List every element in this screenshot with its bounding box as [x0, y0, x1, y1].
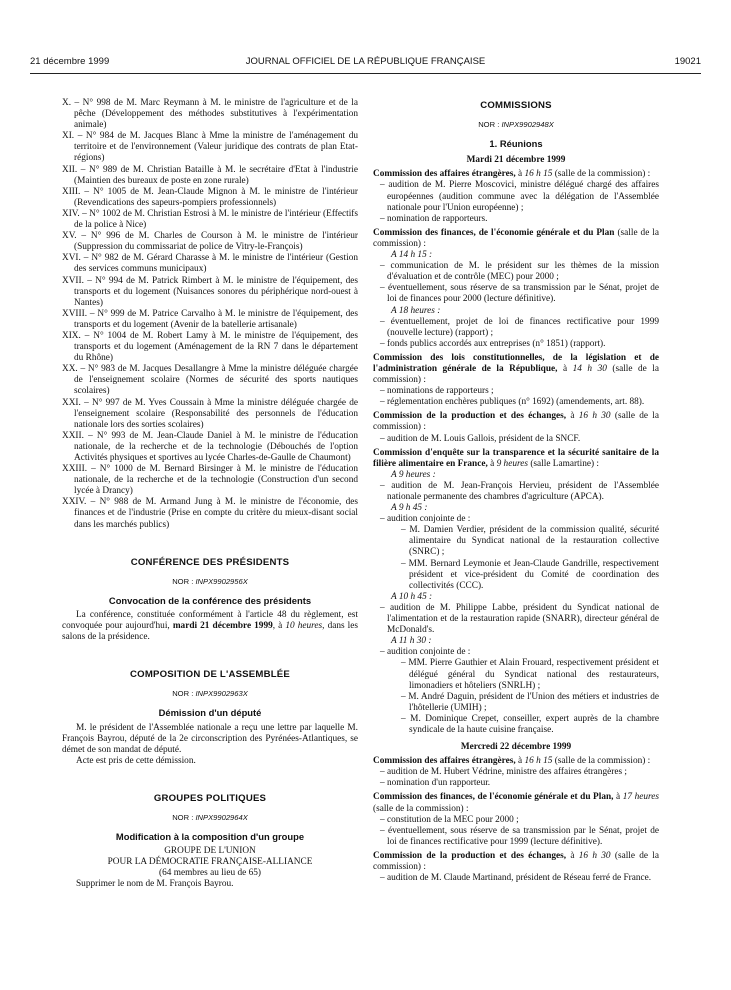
question-list	[62, 98, 358, 531]
nor-label: NOR :	[172, 576, 194, 586]
commissions-title: COMMISSIONS	[480, 100, 552, 111]
nor-code: INPX9902948X	[501, 120, 554, 130]
commission-entry	[373, 792, 659, 814]
agenda-sublist	[373, 525, 659, 592]
time-slot: A 14 h 15 :	[391, 250, 433, 261]
agenda-item: – éventuellement, sous réserve de sa transmission par le Sénat, projet de loi de finances rectificative pour 1999 (lecture définitive).	[380, 825, 659, 847]
agenda-list	[373, 434, 659, 445]
commission-name: Commission des lois constitutionnelles, de la législation et de l'administration générale de la République,	[373, 352, 659, 374]
question-item: XXII. – N° 993 de M. Jean-Claude Daniel à M. le ministre de l'éducation nationale, de la recherche et de la technologie (Débouchés de l'option Activités physiques et sportives au lycée Charles-de-Gaulle de Chaumont)	[62, 430, 358, 463]
text: (salle de la commission) :	[373, 850, 660, 872]
text: à	[566, 411, 579, 422]
conference-text-c: , à	[272, 621, 283, 632]
conference-date: mardi 21 décembre 1999	[172, 621, 273, 632]
agenda-item: – M. Damien Verdier, président de la commission qualité, sécurité alimentaire du Syndicat national de la restauration collective (SNRC) ;	[401, 525, 659, 558]
text: à	[487, 458, 497, 469]
agenda-item: – audition conjointe de :	[380, 514, 471, 525]
header-rule	[30, 73, 701, 74]
text: (salle de la commission) :	[373, 411, 660, 433]
question-item: XI. – N° 984 de M. Jacques Blanc à Mme la ministre de l'aménagement du territoire et de l'environnement (Valeur juridique des contrats de plan Etat-régions)	[62, 131, 358, 164]
left-column	[62, 98, 358, 891]
composition-text: M. le président de l'Assemblée nationale a reçu une lettre par laquelle M. François Bayrou, député de la 2e circonscription des Pyrénées-Atlantiques, se démet de son mandat de député.	[62, 722, 358, 755]
agenda-list	[373, 180, 659, 224]
question-item: XII. – N° 989 de M. Christian Bataille à M. le secrétaire d'Etat à l'industrie (Maintien des bureaux de poste en zone rurale)	[62, 164, 358, 186]
commission-time: 16 h 15	[524, 756, 553, 767]
conference-text-a: La conférence, constituée conformément à l'article 48 du règlement, est convoquée pour aujourd'hui,	[62, 609, 358, 632]
commissions-nor	[373, 119, 659, 130]
question-item: XVI. – N° 982 de M. Gérard Charasse à M. le ministre de l'intérieur (Gestion des services communs municipaux)	[62, 253, 358, 275]
conference-text-e: dans les salons de la présidence.	[62, 621, 359, 643]
agenda-item: – M. André Daguin, président de l'Union des métiers et industries de l'hôtellerie (UMIH) ;	[401, 691, 659, 713]
composition-nor	[62, 688, 358, 699]
question-item: XIII. – N° 1005 de M. Jean-Claude Mignon à M. le ministre de l'intérieur (Revendications des sapeurs-pompiers professionnels)	[62, 186, 358, 208]
text: (salle de la commission) :	[552, 169, 651, 180]
agenda-item: – audition de M. Philippe Labbe, président du Syndicat national de l'alimentation et de la restauration rapide (SNARR), directeur général de McDonald's.	[380, 602, 659, 636]
time-slot: A 9 heures :	[391, 469, 436, 480]
question-item: XXIII. – N° 1000 de M. Bernard Birsinger à M. le ministre de l'éducation nationale, de la recherche et de la technologie (Construction d'un second lycée à Drancy)	[62, 464, 358, 497]
agenda-item: – fonds publics accordés aux entreprises (n° 1851) (rapport).	[380, 338, 606, 349]
agenda-item: – audition de M. Claude Martinand, président de Réseau ferré de France.	[380, 873, 652, 884]
text: (salle de la commission) :	[373, 363, 660, 386]
commission-time: 17 heures	[622, 792, 660, 803]
nor-code: INPX9902963X	[195, 689, 248, 699]
conference-subtitle: Convocation de la conférence des présidents	[108, 594, 312, 606]
header-title: JOURNAL OFFICIEL DE LA RÉPUBLIQUE FRANÇAISE	[245, 56, 486, 67]
groupe-name-1: GROUPE DE L'UNION	[164, 846, 256, 857]
groupe-name-2: POUR LA DÉMOCRATIE FRANÇAISE-ALLIANCE	[107, 857, 313, 868]
commission-entry	[373, 228, 659, 250]
commission-name: Commission des affaires étrangères,	[373, 756, 516, 767]
nor-label: NOR :	[172, 689, 194, 699]
composition-text-2: Acte est pris de cette démission.	[76, 755, 196, 766]
agenda-list	[373, 815, 659, 848]
groupe-action: Supprimer le nom de M. François Bayrou.	[76, 879, 234, 890]
commission-time: 16 h 30	[578, 411, 611, 422]
day-heading-2: Mercredi 22 décembre 1999	[460, 742, 572, 753]
text: (salle de la commission) :	[373, 227, 660, 249]
commission-entry	[373, 411, 659, 433]
agenda-item: – éventuellement, sous réserve de sa transmission par le Sénat, projet de loi de finances pour 2000 (lecture définitive).	[380, 283, 659, 305]
conference-text	[62, 610, 358, 643]
question-item: XXI. – N° 997 de M. Yves Coussain à Mme la ministre déléguée chargée de l'enseignement scolaire (Responsabilité des personnels de l'éducation nationale lors des sorties scolaires)	[62, 397, 358, 430]
agenda-list	[373, 317, 659, 350]
question-item: XIX. – N° 1004 de M. Robert Lamy à M. le ministre de l'équipement, des transports et du logement (Aménagement de la RN 7 dans le département du Rhône)	[62, 330, 358, 364]
commission-name: Commission d'enquête sur la transparence et la sécurité sanitaire de la filière alimentaire en France,	[373, 447, 659, 469]
text: à	[515, 756, 525, 767]
header-date: 21 décembre 1999	[30, 56, 110, 67]
agenda-item: – audition de M. Jean-François Hervieu, président de l'Assemblée nationale permanente des chambres d'agriculture (APCA).	[380, 480, 659, 502]
page-header	[30, 56, 701, 70]
agenda-item: – communication de M. le président sur les thèmes de la mission d'évaluation et de contrôle (MEC) pour 2000 ;	[380, 261, 659, 283]
commission-time: 16 h 15	[524, 169, 553, 180]
agenda-list	[373, 767, 659, 789]
day-heading-1: Mardi 21 décembre 1999	[466, 155, 566, 166]
agenda-item: – audition de M. Pierre Moscovici, ministre délégué chargé des affaires européennes (audition commune avec la délégation de l'Assemblée nationale pour l'Union européenne) ;	[380, 180, 659, 213]
groupes-subtitle: Modification à la composition d'un groupe	[115, 831, 305, 843]
agenda-item: – audition conjointe de :	[380, 647, 471, 658]
agenda-item: – réglementation enchères publiques (n° 1692) (amendements, art. 88).	[380, 397, 645, 408]
agenda-item: – nomination de rapporteurs.	[380, 213, 488, 224]
conference-time: 10 heures,	[285, 621, 325, 632]
text: à	[566, 850, 579, 861]
text: à	[515, 169, 525, 180]
nor-label: NOR :	[172, 812, 194, 822]
text: à	[557, 363, 573, 374]
commission-entry	[373, 169, 659, 180]
time-slot: A 11 h 30 :	[391, 636, 432, 647]
agenda-list	[373, 386, 659, 408]
text: (salle de la commission) :	[552, 756, 651, 767]
commission-name: Commission de la production et des échanges,	[373, 411, 567, 422]
question-item: XXIV. – N° 988 de M. Armand Jung à M. le ministre de l'économie, des finances et de l'industrie (Prise en compte du critère du mieux-disant social dans les marchés publics)	[62, 497, 358, 530]
agenda-list	[373, 261, 659, 305]
agenda-item: – MM. Bernard Leymonie et Jean-Claude Gandrille, respectivement président et vice-président du Comité de coordination des collectivités (CCC).	[401, 558, 659, 591]
text: (salle Lamartine) :	[528, 458, 599, 469]
commission-time: 16 h 30	[578, 850, 611, 861]
nor-code: INPX9902956X	[195, 576, 248, 586]
commission-name: Commission des affaires étrangères,	[373, 169, 516, 180]
question-item: XIV. – N° 1002 de M. Christian Estrosi à M. le ministre de l'intérieur (Effectifs de la police à Nice)	[62, 208, 358, 231]
composition-subtitle: Démission d'un député	[158, 707, 262, 719]
composition-title: COMPOSITION DE L'ASSEMBLÉE	[130, 669, 290, 681]
question-item: XVII. – N° 994 de M. Patrick Rimbert à M. le ministre de l'équipement, des transports et du logement (Nuisances sonores du périphérique nord-ouest à Nantes)	[62, 275, 358, 308]
time-slot: A 9 h 45 :	[391, 503, 428, 514]
conference-title: CONFÉRENCE DES PRÉSIDENTS	[130, 556, 290, 568]
nor-code: INPX9902964X	[195, 812, 248, 822]
commission-entry	[373, 756, 659, 767]
conference-nor	[62, 576, 358, 587]
commission-entry	[373, 851, 659, 873]
agenda-item: – audition de M. Hubert Védrine, ministre des affaires étrangères ;	[380, 767, 627, 778]
groupes-title: GROUPES POLITIQUES	[153, 792, 267, 804]
commission-entry	[373, 353, 659, 386]
header-page-number: 19021	[674, 56, 701, 67]
commission-entry	[373, 448, 659, 470]
agenda-item: – nomination d'un rapporteur.	[380, 778, 491, 789]
agenda-list	[373, 873, 659, 884]
agenda-item: – audition de M. Louis Gallois, président de la SNCF.	[380, 433, 581, 444]
question-item: XVIII. – N° 999 de M. Patrice Carvalho à M. le ministre de l'équipement, des transports et du logement (Avenir de la batellerie artisanale)	[62, 308, 358, 330]
agenda-item: – nominations de rapporteurs ;	[380, 386, 494, 397]
question-item: XV. – N° 996 de M. Charles de Courson à M. le ministre de l'intérieur (Suppression du commissariat de police de Vitry-le-François)	[62, 231, 358, 253]
right-column	[373, 98, 659, 884]
commission-time: 14 h 30	[572, 363, 607, 374]
question-item: XX. – N° 983 de M. Jacques Desallangre à Mme la ministre déléguée chargée de l'enseignement scolaire (Normes de sécurité des sports nautiques scolaires)	[62, 364, 358, 397]
groupes-nor	[62, 812, 358, 823]
commission-time: 9 heures	[496, 458, 528, 469]
agenda-item: – constitution de la MEC pour 2000 ;	[380, 814, 519, 825]
commission-name: Commission des finances, de l'économie générale et du Plan	[373, 227, 615, 238]
agenda-item: – M. Dominique Crepet, conseiller, expert auprès de la chambre syndicale de la haute cuisine française.	[401, 713, 659, 735]
agenda-item: – MM. Pierre Gauthier et Alain Frouard, respectivement président et délégué général du Syndicat national des restaurateurs, limonadiers et hôteliers (SNRLH) ;	[401, 658, 659, 691]
nor-label: NOR :	[478, 120, 500, 130]
reunions-heading: 1. Réunions	[489, 138, 543, 150]
agenda-item: – éventuellement, projet de loi de finances rectificative pour 1999 (nouvelle lecture) (rapport) ;	[380, 316, 659, 338]
agenda-sublist	[373, 658, 659, 736]
commission-name: Commission des finances, de l'économie générale et du Plan,	[373, 792, 614, 803]
time-slot: A 10 h 45 :	[391, 591, 433, 602]
time-slot: A 18 heures :	[391, 305, 441, 316]
text: à	[613, 792, 623, 803]
groupe-count: (64 membres au lieu de 65)	[159, 868, 261, 879]
question-item: X. – N° 998 de M. Marc Reymann à M. le ministre de l'agriculture et de la pêche (Développement des méthodes substitutives à l'expérimentation animale)	[62, 98, 358, 131]
text: (salle de la commission) :	[373, 803, 469, 814]
commission-name: Commission de la production et des échanges,	[373, 850, 567, 861]
